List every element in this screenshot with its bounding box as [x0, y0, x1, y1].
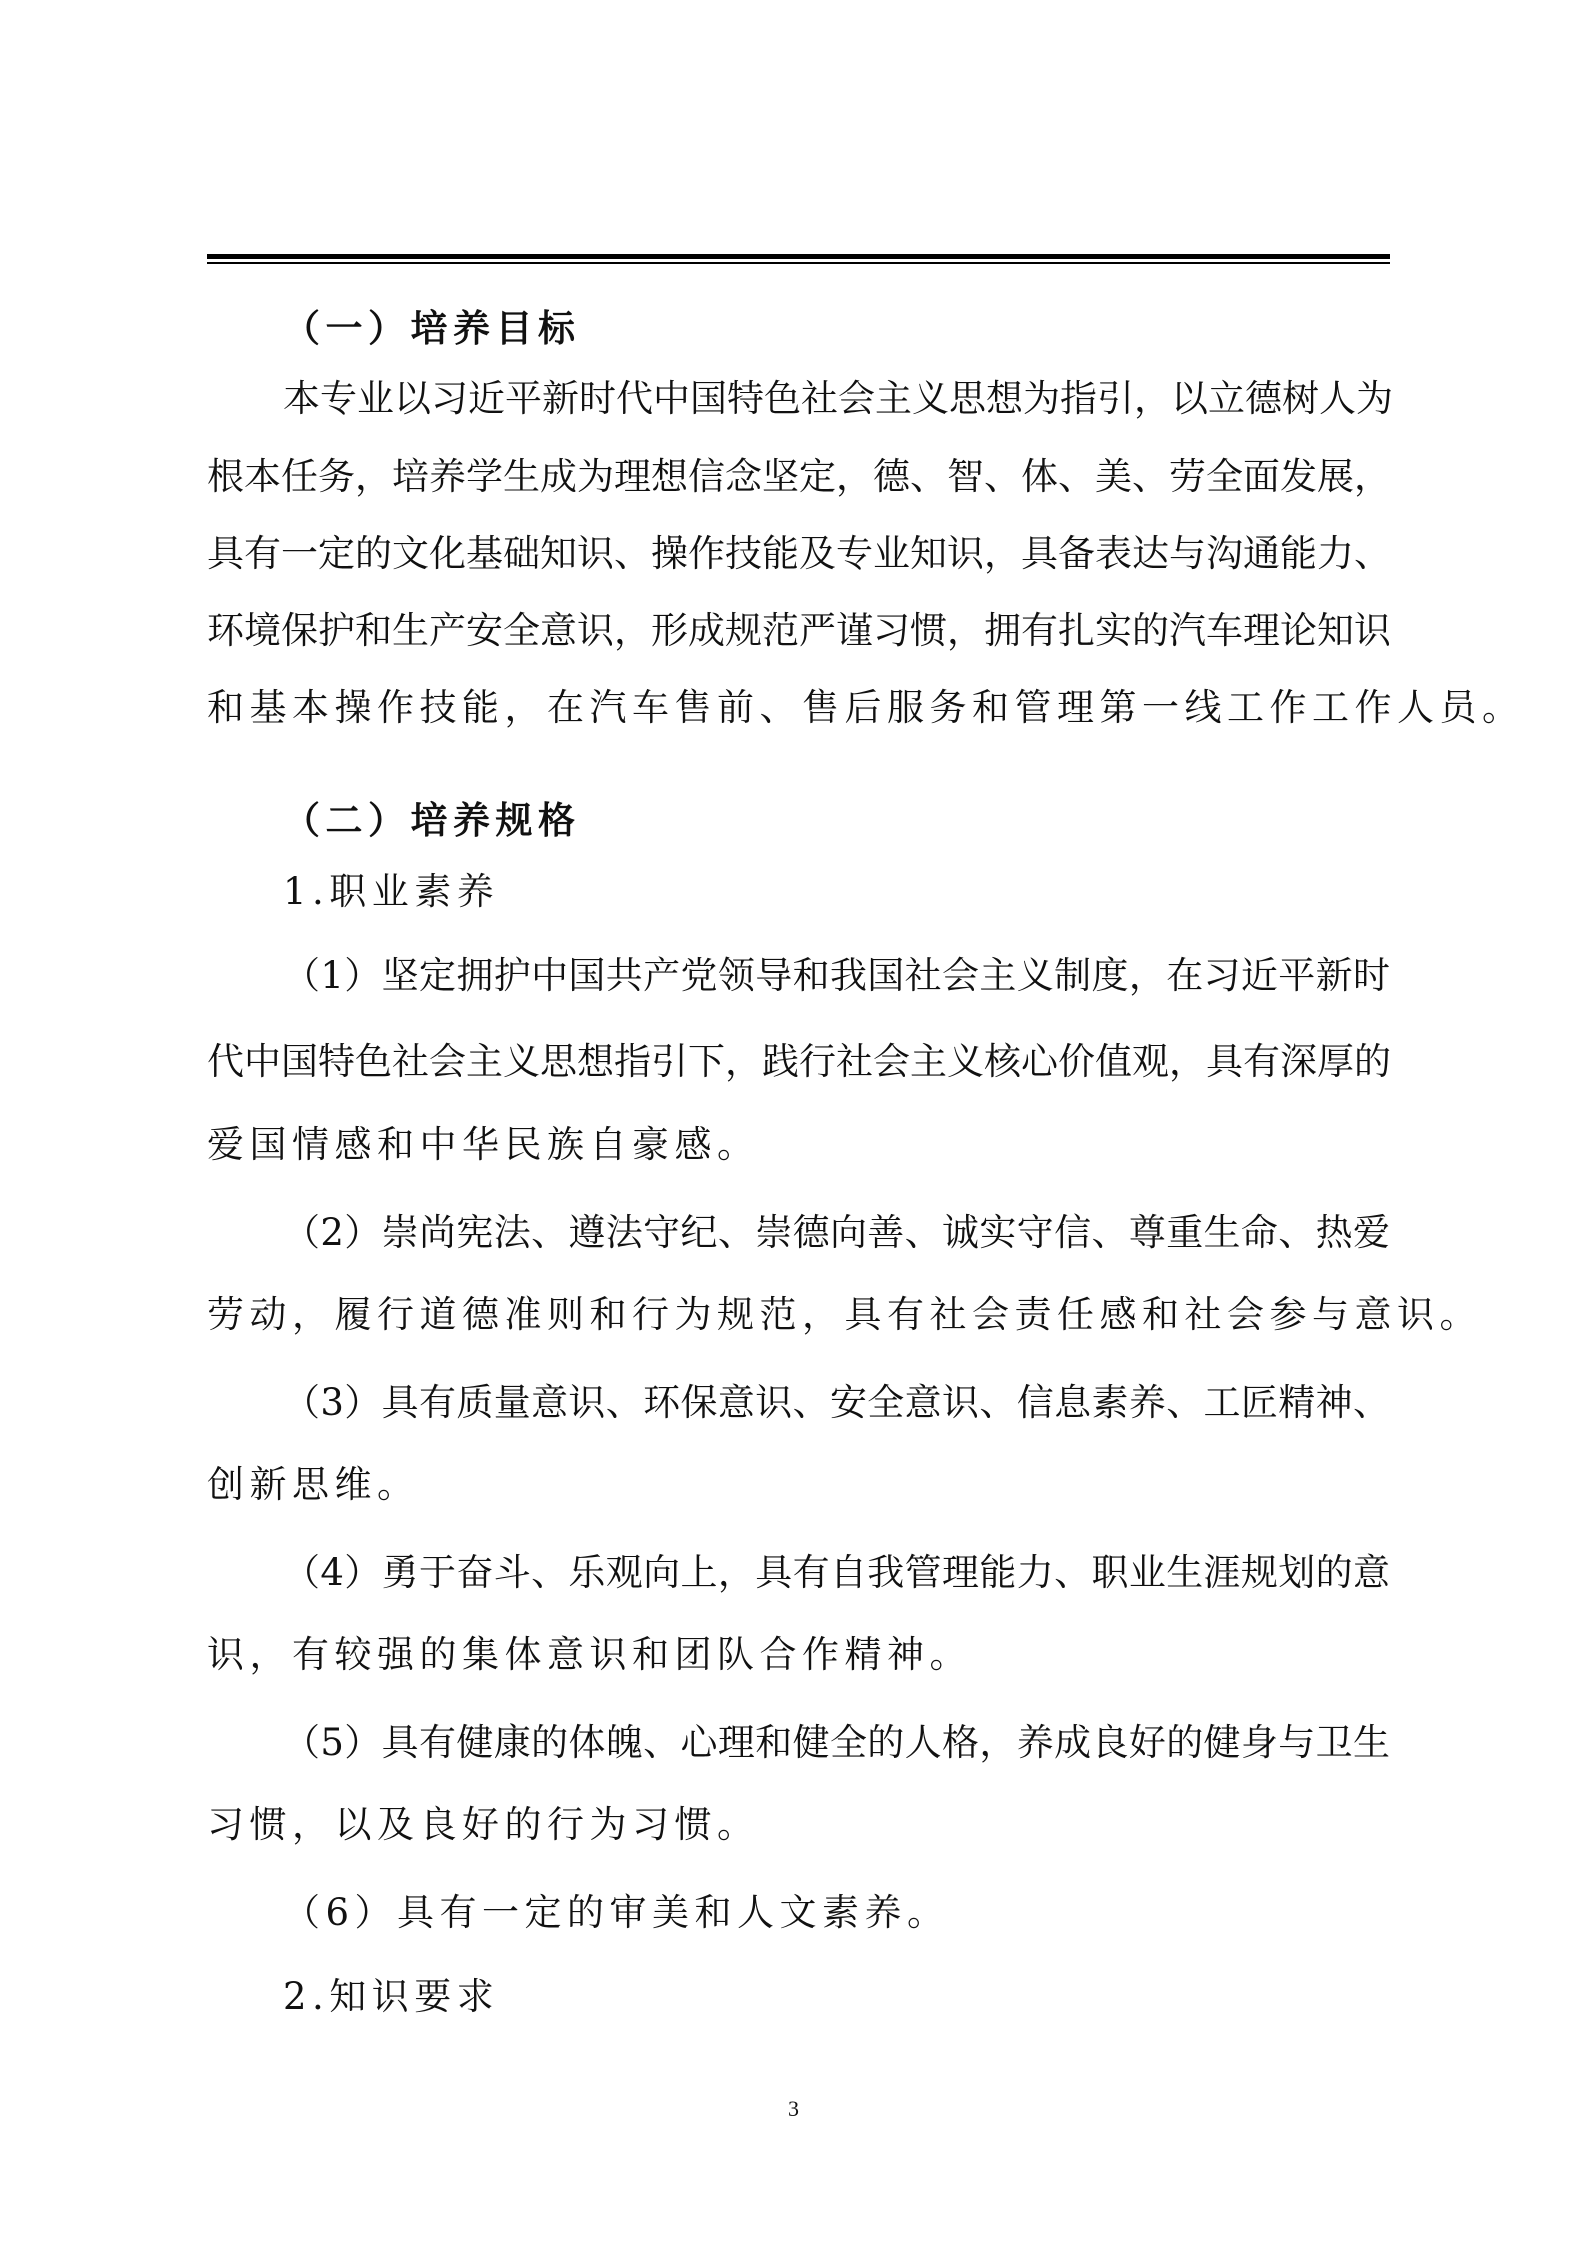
paragraph-line: 和基本操作技能，在汽车售前、售后服务和管理第一线工作工作人员。 — [207, 686, 1525, 729]
list-item-line: （2）崇尚宪法、遵法守纪、崇德向善、诚实守信、尊重生命、热爱 — [283, 1211, 1390, 1254]
paragraph-line: 本专业以习近平新时代中国特色社会主义思想为指引，以立德树人为 — [283, 377, 1393, 420]
list-item-line: （4）勇于奋斗、乐观向上，具有自我管理能力、职业生涯规划的意 — [283, 1551, 1390, 1594]
list-item-line: 代中国特色社会主义思想指引下，践行社会主义核心价值观，具有深厚的 — [207, 1040, 1391, 1083]
list-item-line: 创新思维。 — [207, 1463, 420, 1506]
list-item-line: 识，有较强的集体意识和团队合作精神。 — [207, 1633, 972, 1676]
list-item-line: 习惯，以及良好的行为习惯。 — [207, 1803, 760, 1846]
list-item-line: （1）坚定拥护中国共产党领导和我国社会主义制度，在习近平新时 — [283, 954, 1390, 997]
section-heading-training-spec: （二）培养规格 — [283, 798, 581, 842]
list-item-line: （6）具有一定的审美和人文素养。 — [283, 1891, 950, 1934]
list-item-line: （3）具有质量意识、环保意识、安全意识、信息素养、工匠精神、 — [283, 1381, 1390, 1424]
paragraph-line: 具有一定的文化基础知识、操作技能及专业知识，具备表达与沟通能力、 — [207, 532, 1391, 575]
page-number: 3 — [788, 2096, 799, 2121]
list-item-line: 爱国情感和中华民族自豪感。 — [207, 1123, 760, 1166]
subsection-title-knowledge-requirements: 2.知识要求 — [283, 1975, 500, 2018]
header-rule-thin — [207, 262, 1390, 264]
subsection-title-professional-quality: 1.职业素养 — [283, 870, 500, 913]
section-heading-training-goal: （一）培养目标 — [283, 306, 581, 350]
paragraph-line: 根本任务，培养学生成为理想信念坚定，德、智、体、美、劳全面发展， — [207, 455, 1391, 498]
list-item-line: 劳动，履行道德准则和行为规范，具有社会责任感和社会参与意识。 — [207, 1293, 1482, 1336]
header-rule-thick — [207, 254, 1390, 259]
list-item-line: （5）具有健康的体魄、心理和健全的人格，养成良好的健身与卫生 — [283, 1721, 1390, 1764]
paragraph-line: 环境保护和生产安全意识，形成规范严谨习惯，拥有扎实的汽车理论知识 — [207, 609, 1391, 652]
